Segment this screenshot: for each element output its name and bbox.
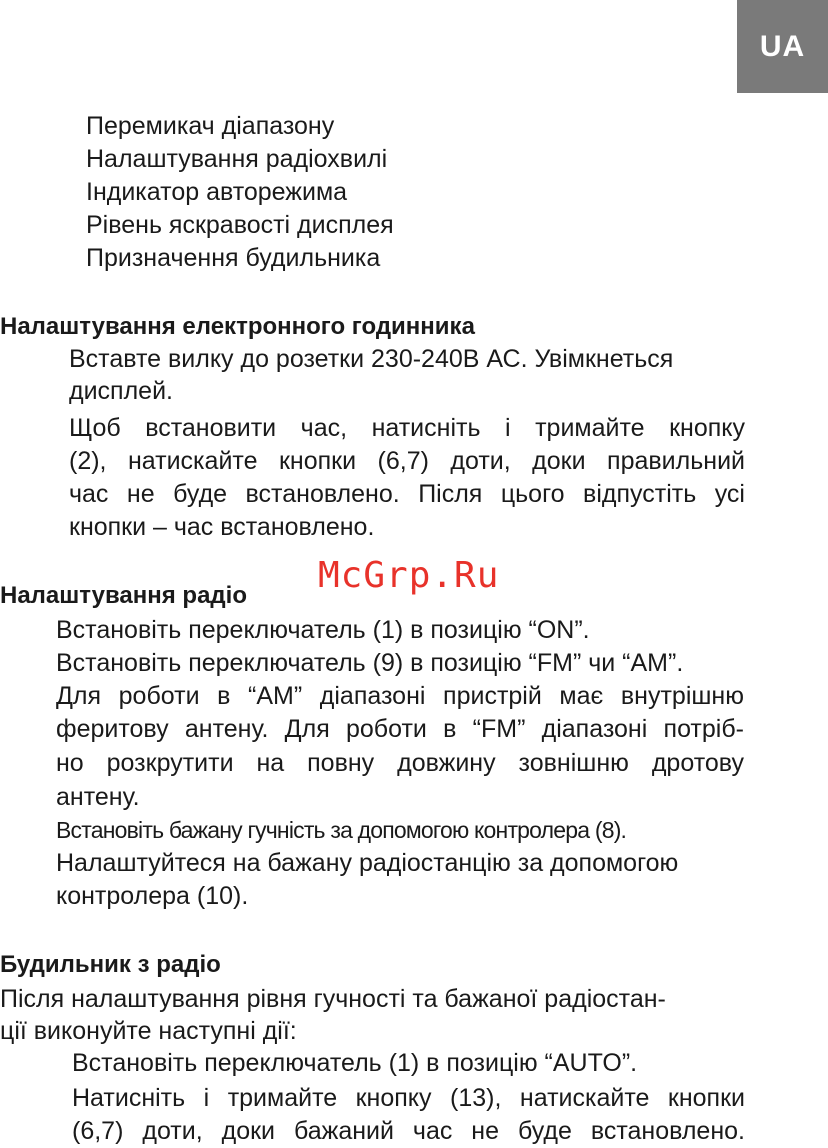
radio-text-line: антену. xyxy=(56,783,140,811)
alarm-text-line: Встановіть переключатель (1) в позицію “AUTO”. xyxy=(72,1049,638,1077)
radio-text-line: Для роботи в “AM” діапазоні пристрій має внутрішню xyxy=(56,682,744,710)
radio-text-line: феритову антену. Для роботи в “FM” діапазоні потріб- xyxy=(56,715,744,743)
clock-text-line: Щоб встановити час, натисніть і тримайте кнопку xyxy=(69,414,745,442)
list-item: Перемикач діапазону xyxy=(86,112,335,140)
alarm-text-line: (6,7) доти, доки бажаний час не буде встановлено. xyxy=(72,1117,745,1145)
alarm-text-line: Натисніть і тримайте кнопку (13), натискайте кнопки xyxy=(72,1084,745,1112)
radio-text-line: контролера (10). xyxy=(56,882,249,910)
clock-section-title: Налаштування електронного годинника xyxy=(0,313,475,340)
radio-section-title: Налаштування радіо xyxy=(0,582,247,609)
clock-text-line: дисплей. xyxy=(69,377,173,405)
clock-text-line: (2), натискайте кнопки (6,7) доти, доки правильний xyxy=(69,447,745,475)
radio-text-line: Встановіть переключатель (9) в позицію “FM” чи “AM”. xyxy=(56,649,684,677)
language-badge: UA xyxy=(737,0,828,93)
alarm-section-title: Будильник з радіо xyxy=(0,951,221,978)
radio-text-line: Встановіть бажану гучність за допомогою контролера (8). xyxy=(56,817,627,843)
alarm-intro-line: Після налаштування рівня гучності та бажаної радіостан- xyxy=(0,985,666,1013)
clock-text-line: час не буде встановлено. Після цього відпустіть усі xyxy=(69,480,745,508)
list-item: Налаштування радіохвилі xyxy=(86,145,388,173)
radio-text-line: Налаштуйтеся на бажану радіостанцію за допомогою xyxy=(56,849,679,877)
alarm-intro-line: ції виконуйте наступні дії: xyxy=(0,1017,297,1045)
list-item: Призначення будильника xyxy=(86,244,381,272)
clock-text-line: кнопки – час встановлено. xyxy=(69,513,375,541)
list-item: Рівень яскравості дисплея xyxy=(86,211,394,239)
radio-text-line: Встановіть переключатель (1) в позицію “ON”. xyxy=(56,616,590,644)
clock-text-line: Вставте вилку до розетки 230-240В АС. Увімкнеться xyxy=(69,345,674,373)
watermark-logo: McGrp.Ru xyxy=(318,555,500,596)
list-item: Індикатор авторежима xyxy=(86,178,348,206)
radio-text-line: но розкрутити на повну довжину зовнішню дротову xyxy=(56,749,744,777)
